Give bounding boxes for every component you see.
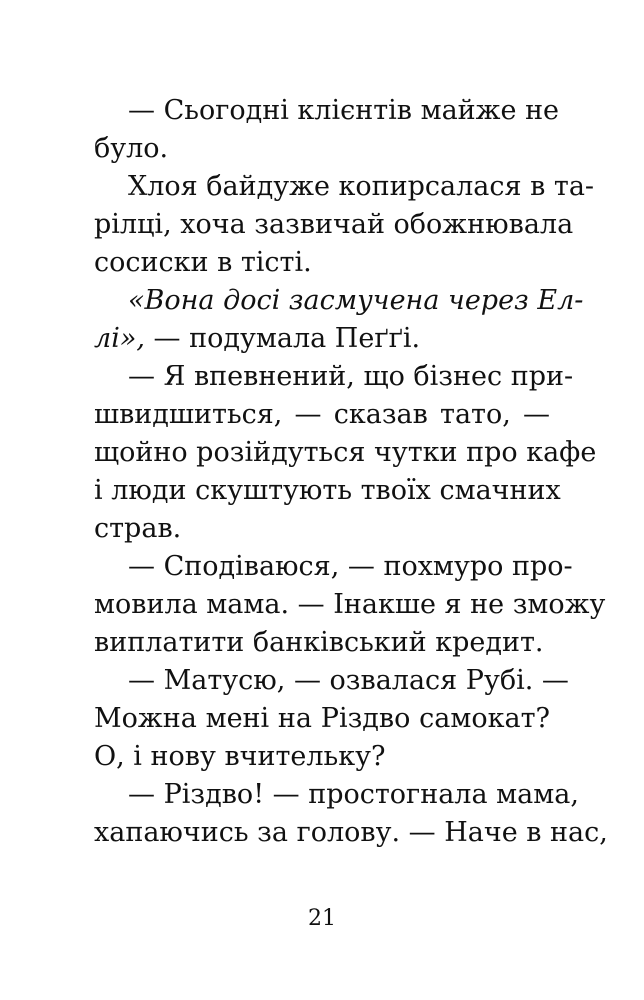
- text-line-15: виплатити банківський кредит.: [94, 627, 544, 658]
- text-line-16: — Матусю, — озвалася Рубі. —: [128, 665, 569, 696]
- text-line-7: [94, 320, 550, 358]
- text-line-2: було.: [94, 133, 169, 164]
- text-line-18: О, і нову вчительку?: [94, 741, 386, 772]
- text-line-14: мовила мама. — Інакше я не зможу: [94, 589, 606, 620]
- text-line-10: щойно розійдуться чутки про кафе: [94, 437, 597, 468]
- text-line-17: Можна мені на Різдво самокат?: [94, 703, 550, 734]
- text-line-19: — Різдво! — простогнала мама,: [128, 779, 579, 810]
- text-line-8: — Я впевнений, що бізнес при-: [128, 361, 574, 392]
- page-number: 21: [308, 906, 336, 931]
- text-line-13: — Сподіваюся, — похмуро про-: [128, 551, 573, 582]
- plain-fragment: — подумала Пеґґі.: [144, 323, 421, 354]
- text-line-9: швидшиться, — сказав тато, —: [94, 399, 550, 430]
- italic-fragment: лі»,: [94, 323, 145, 354]
- text-line-6: «Вона досі засмучена через Ел-: [128, 285, 584, 316]
- text-line-3: Хлоя байдуже копирсалася в та-: [128, 171, 595, 202]
- text-line-4: рілці, хоча зазвичай обожнювала: [94, 209, 574, 240]
- text-line-1: — Сьогодні клієнтів майже не: [128, 95, 560, 126]
- text-line-11: і люди скуштують твоїх смачних: [94, 475, 561, 506]
- text-line-20: хапаючись за голову. — Наче в нас,: [94, 817, 608, 848]
- text-line-12: страв.: [94, 513, 182, 544]
- text-line-5: сосиски в тісті.: [94, 247, 312, 278]
